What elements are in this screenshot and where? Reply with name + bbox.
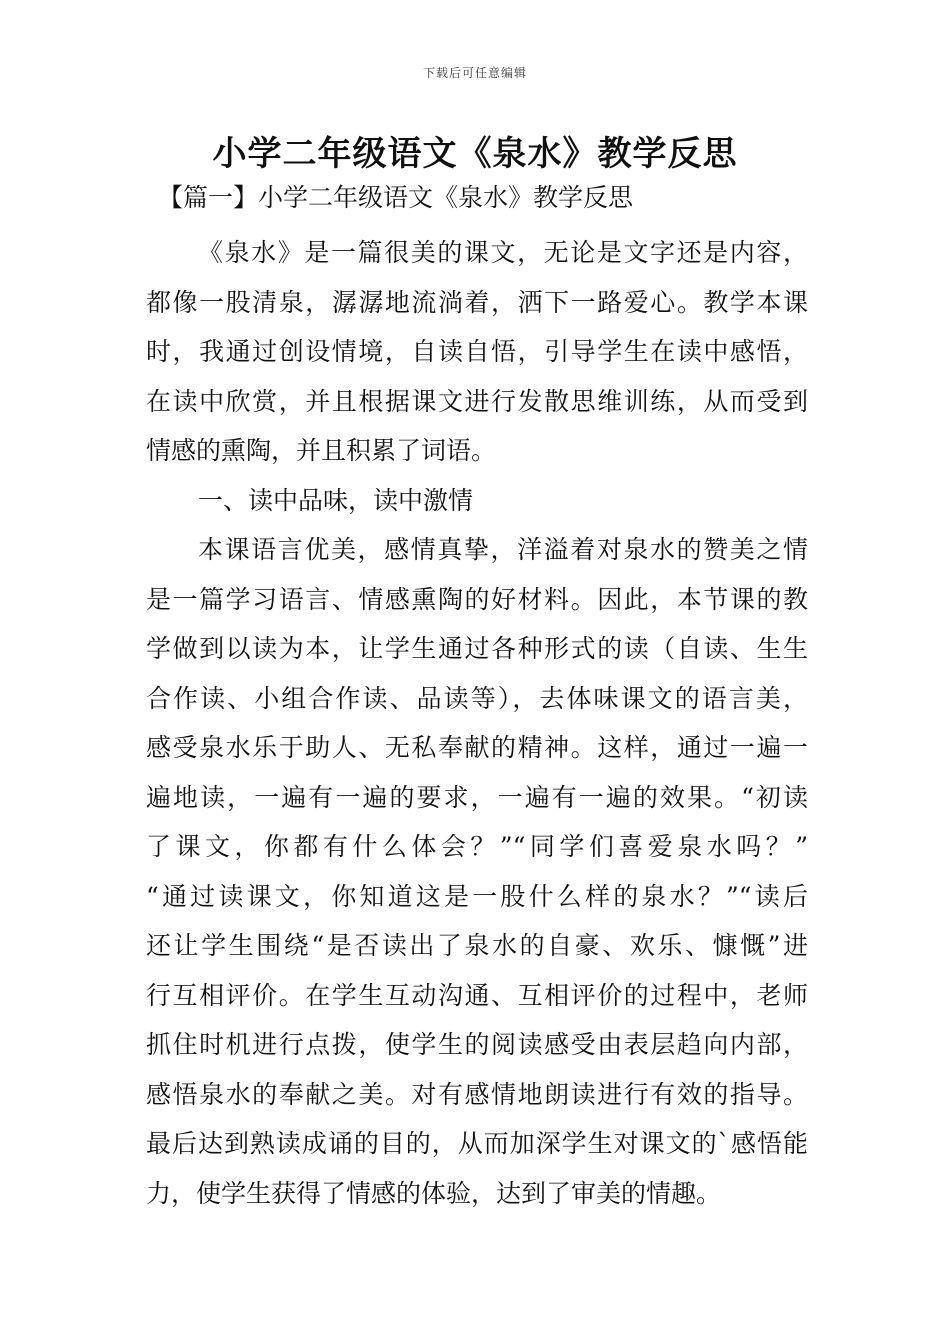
paragraph-line: 感悟泉水的奉献之美。对有感情地朗读进行有效的指导。 — [146, 1079, 808, 1109]
paragraph-line: 情感的熏陶，并且积累了词语。 — [146, 436, 497, 465]
paragraph-line: 学做到以读为本，让学生通过各种形式的读（自读、生生 — [146, 634, 808, 663]
document-title: 小学二年级语文《泉水》教学反思 — [212, 134, 738, 174]
section-heading: 【篇一】小学二年级语文《泉水》教学反思 — [158, 183, 634, 212]
paragraph-line: 在读中欣赏，并且根据课文进行发散思维训练，从而受到 — [146, 386, 808, 416]
paragraph-line: 还让学生围绕“是否读出了泉水的自豪、欢乐、慷慨”进 — [146, 931, 808, 960]
document-body — [146, 228, 808, 1218]
paragraph-line: 《泉水》是一篇很美的课文，无论是文字还是内容， — [198, 238, 808, 267]
paragraph-line: 遍地读，一遍有一遍的要求，一遍有一遍的效果。“初读 — [146, 782, 808, 812]
paragraph-line: 合作读、小组合作读、品读等），去体味课文的语言美， — [146, 683, 808, 713]
paragraph-line: 最后达到熟读成诵的目的，从而加深学生对课文的`感悟能 — [146, 1129, 808, 1158]
paragraph-line: 了课文，你都有什么体会？”“同学们喜爱泉水吗？” — [146, 832, 808, 861]
header-note: 下载后可任意编辑 — [422, 66, 527, 80]
paragraph-line: 感受泉水乐于助人、无私奉献的精神。这样，通过一遍一 — [146, 733, 808, 762]
paragraph-line: 是一篇学习语言、情感熏陶的好材料。因此，本节课的教 — [146, 584, 808, 614]
paragraph-line: 都像一股清泉，潺潺地流淌着，洒下一路爱心。教学本课 — [146, 287, 808, 317]
paragraph-line: 力，使学生获得了情感的体验，达到了审美的情趣。 — [146, 1178, 722, 1208]
paragraph-line: 时，我通过创设情境，自读自悟，引导学生在读中感悟， — [146, 337, 808, 366]
subheading-line: 一、读中品味，读中激情 — [198, 485, 474, 515]
paragraph-line: 行互相评价。在学生互动沟通、互相评价的过程中，老师 — [146, 980, 808, 1010]
paragraph-line: “通过读课文，你知道这是一股什么样的泉水？”“读后 — [146, 881, 808, 911]
paragraph-line: 抓住时机进行点拨，使学生的阅读感受由表层趋向内部， — [146, 1030, 808, 1059]
paragraph-line: 本课语言优美，感情真挚，洋溢着对泉水的赞美之情 — [198, 535, 808, 564]
